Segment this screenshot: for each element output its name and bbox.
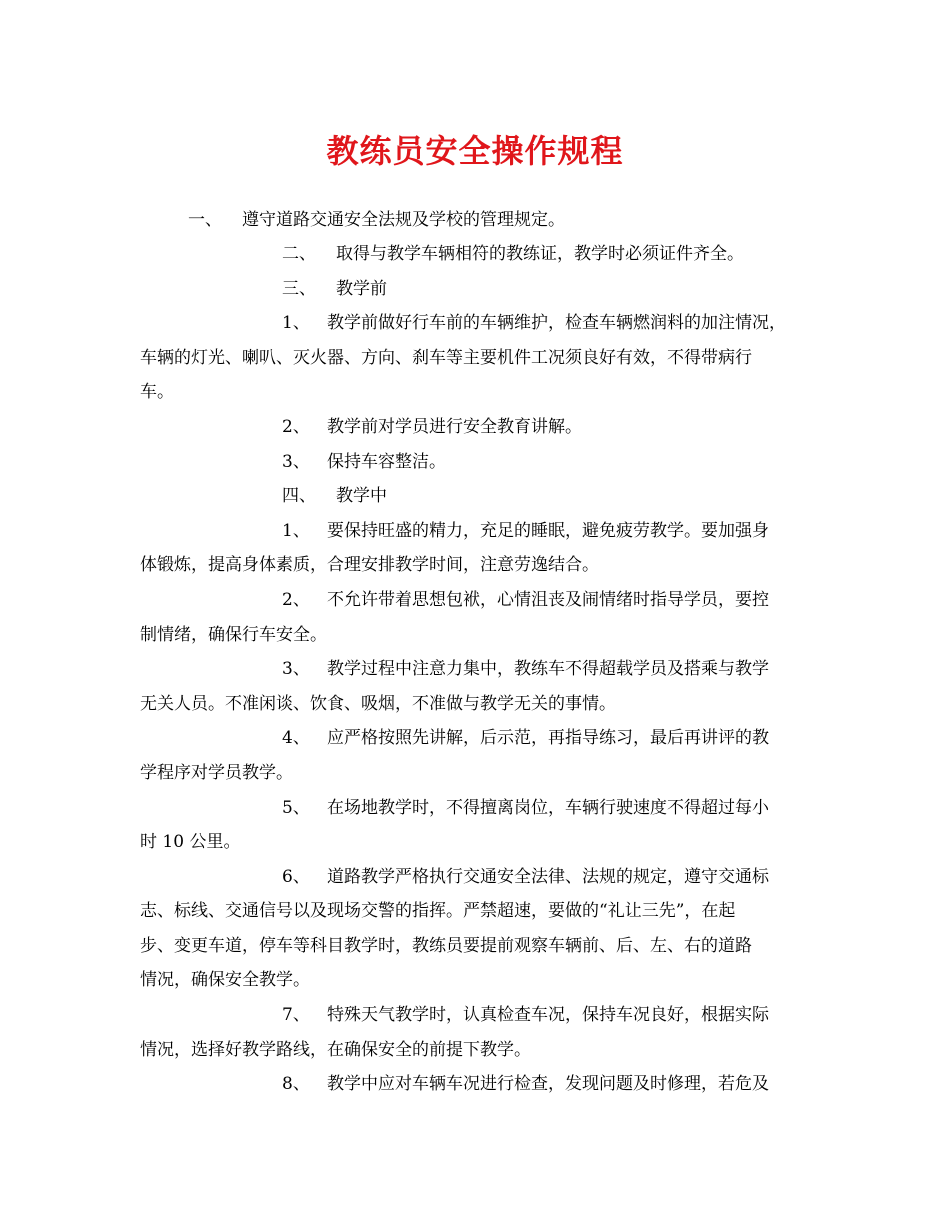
list-marker: 1、	[282, 521, 310, 541]
paragraph-continuation: 情况，选择好教学路线，在确保安全的前提下教学。	[140, 1040, 531, 1060]
paragraph-line: 道路教学严格执行交通安全法律、法规的规定，遵守交通标	[327, 867, 769, 887]
list-marker: 2、	[282, 417, 310, 437]
paragraph-line: 教学中应对车辆车况进行检查，发现问题及时修理，若危及	[327, 1074, 769, 1094]
paragraph-continuation: 体锻炼，提高身体素质，合理安排教学时间，注意劳逸结合。	[140, 555, 599, 575]
paragraph-line: 要保持旺盛的精力，充足的睡眠，避免疲劳教学。要加强身	[327, 521, 769, 541]
paragraph-continuation: 制情绪，确保行车安全。	[140, 625, 327, 645]
paragraph-continuation: 时 10 公里。	[140, 832, 241, 852]
paragraph-line: 取得与教学车辆相符的教练证，教学时必须证件齐全。	[336, 244, 744, 264]
paragraph-line: 教学前	[336, 279, 387, 299]
paragraph-line: 教学中	[336, 486, 387, 506]
paragraph-line: 特殊天气教学时，认真检查车况，保持车况良好，根据实际	[327, 1005, 769, 1025]
list-marker: 7、	[282, 1005, 310, 1025]
list-marker: 2、	[282, 590, 310, 610]
document-title: 教练员安全操作规程	[326, 132, 624, 170]
paragraph-continuation: 步、变更车道，停车等科目教学时，教练员要提前观察车辆前、后、左、右的道路	[140, 936, 752, 956]
list-marker: 4、	[282, 728, 310, 748]
paragraph-continuation: 车辆的灯光、喇叭、灭火器、方向、刹车等主要机件工况须良好有效，不得带病行	[140, 348, 752, 368]
list-marker: 6、	[282, 867, 310, 887]
paragraph-line: 教学前对学员进行安全教育讲解。	[327, 417, 582, 437]
paragraph-continuation: 学程序对学员教学。	[140, 763, 293, 783]
list-marker: 8、	[282, 1074, 310, 1094]
paragraph-line: 教学前做好行车前的车辆维护，检查车辆燃润料的加注情况，	[327, 313, 786, 333]
list-marker: 1、	[282, 313, 310, 333]
list-marker: 3、	[282, 659, 310, 679]
paragraph-continuation: 情况，确保安全教学。	[140, 970, 310, 990]
paragraph-continuation: 车。	[140, 382, 174, 402]
paragraph-line: 在场地教学时，不得擅离岗位，车辆行驶速度不得超过每小	[327, 798, 769, 818]
paragraph-line: 教学过程中注意力集中，教练车不得超载学员及搭乘与教学	[327, 659, 769, 679]
list-marker: 5、	[282, 798, 310, 818]
paragraph-continuation: 无关人员。不准闲谈、饮食、吸烟，不准做与教学无关的事情。	[140, 694, 616, 714]
list-marker: 四、	[282, 486, 316, 506]
paragraph-line: 不允许带着思想包袱，心情沮丧及闹情绪时指导学员，要控	[327, 590, 769, 610]
paragraph-line: 保持车容整洁。	[327, 452, 446, 472]
list-marker: 一、	[188, 210, 222, 230]
list-marker: 3、	[282, 452, 310, 472]
paragraph-line: 遵守道路交通安全法规及学校的管理规定。	[242, 210, 565, 230]
paragraph-continuation: 志、标线、交通信号以及现场交警的指挥。严禁超速，要做的“礼让三先”，在起	[140, 901, 736, 921]
list-marker: 三、	[282, 279, 316, 299]
list-marker: 二、	[282, 244, 316, 264]
paragraph-line: 应严格按照先讲解，后示范，再指导练习，最后再讲评的教	[327, 728, 769, 748]
